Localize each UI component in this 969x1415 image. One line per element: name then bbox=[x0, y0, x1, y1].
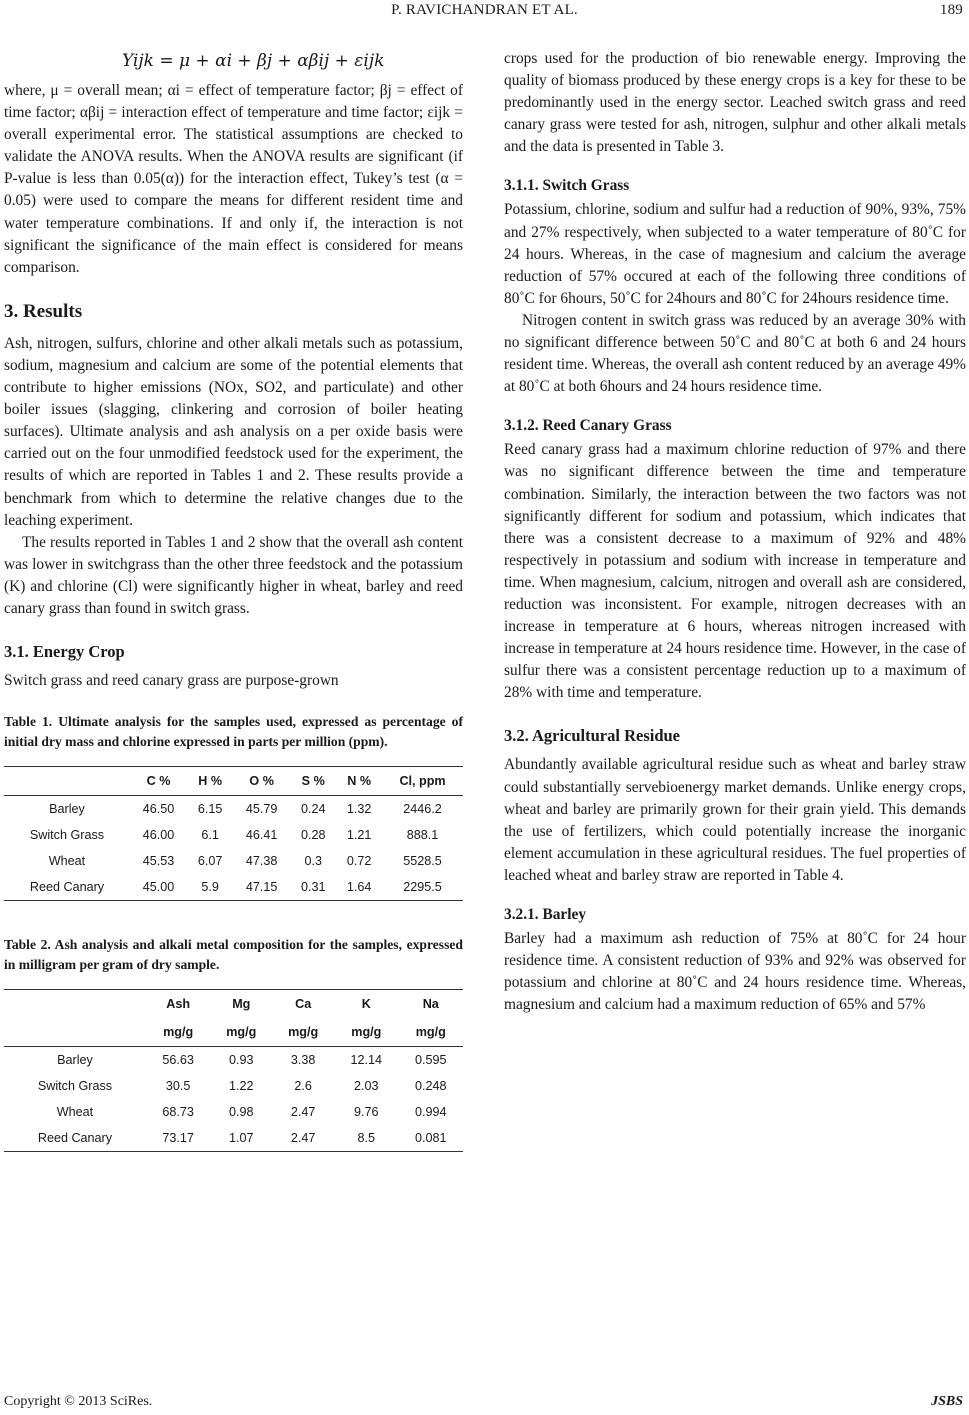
table-row bbox=[4, 1047, 463, 1074]
heading-agricultural-residue: 3.2. Agricultural Residue bbox=[504, 726, 680, 746]
model-equation: Yijk = μ + αi + βj + αβij + εijk bbox=[122, 51, 385, 71]
table-cell: Switch Grass bbox=[29, 828, 105, 843]
table-cell: 2.47 bbox=[272, 1125, 334, 1152]
table-cell: 0.98 bbox=[229, 1105, 254, 1120]
table-cell: 888.1 bbox=[406, 828, 439, 843]
paragraph-agricultural-residue: Abundantly available agricultural residue such as wheat and barley straw could substantially servebioenergy market demands. Unlike energy crops, wheat and barley are primarily grown for their grain yield. This demands the use of fertilizers, which could potentially increase the inorganic element accumulation in these agricultural residues. The fuel properties of leached wheat and barley straw are reported in Table 4. bbox=[504, 756, 966, 884]
table-cell: Wheat bbox=[56, 1105, 94, 1120]
page-footer bbox=[0, 1394, 969, 1412]
table1-header-cell: S % bbox=[290, 767, 336, 796]
table-cell: 2295.5 bbox=[382, 874, 463, 901]
running-title: P. RAVICHANDRAN ET AL. bbox=[391, 2, 578, 18]
table-cell: 0.93 bbox=[229, 1053, 254, 1068]
table2-header-cell: Ca bbox=[272, 990, 334, 1019]
table-cell: 0.994 bbox=[415, 1105, 447, 1120]
table-cell: Reed Canary bbox=[4, 874, 130, 901]
table-cell: 0.24 bbox=[300, 802, 326, 817]
heading-switch-grass: 3.1.1. Switch Grass bbox=[504, 177, 630, 195]
table1-header-cell: O % bbox=[233, 767, 290, 796]
table-row bbox=[4, 796, 463, 823]
table-cell: 8.5 bbox=[334, 1125, 398, 1152]
table-cell: 6.07 bbox=[197, 854, 223, 869]
table-cell: 9.76 bbox=[354, 1105, 379, 1120]
table-cell: 0.31 bbox=[290, 874, 336, 901]
table-row bbox=[4, 1099, 463, 1125]
table2-header-cell: Mg bbox=[210, 990, 272, 1019]
table-cell: 1.64 bbox=[336, 874, 382, 901]
table-cell: 2.6 bbox=[294, 1079, 312, 1094]
table-cell: 12.14 bbox=[350, 1053, 383, 1068]
paragraph-results-intro: Ash, nitrogen, sulfurs, chlorine and other alkali metals such as potassium, sodium, magnesium and calcium are some of the potential elements that contribute to higher emissions (NOx, SO2, and particulate) and other boiler issues (slagging, clinkering and corrosion of boiler heating surfaces). Ultimate analysis and ash analysis on a per oxide basis were carried out on the four unmodified feedstock used for the experiment, the results of which are reported in Tables 1 and 2. These results provide a benchmark from which to determine the relative changes due to the leaching experiment. bbox=[4, 334, 463, 529]
table-cell: 3.38 bbox=[290, 1053, 316, 1068]
table-cell: 46.41 bbox=[245, 828, 278, 843]
table-row bbox=[4, 1125, 463, 1152]
table1-header-cell bbox=[4, 767, 130, 796]
table-cell: 73.17 bbox=[146, 1125, 210, 1152]
table-cell: Wheat bbox=[48, 854, 86, 869]
paragraph-switch-grass-1: Potassium, chlorine, sodium and sulfur had a reduction of 90%, 93%, 75% and 27% respectively, when subjected to a water temperature of 80˚C for 24 hours. Whereas, in the case of magnesium and calcium the average reduction of 57% occured at each of the following three conditions of 80˚C for 6hours, 50˚C for 24hours and 80˚C for 24hours residence time. bbox=[504, 201, 966, 307]
table-cell: 46.00 bbox=[142, 828, 175, 843]
table1-header-cell: Cl, ppm bbox=[382, 767, 463, 796]
table2-header-cell: Na bbox=[399, 990, 463, 1019]
table2-caption: Table 2. Ash analysis and alkali metal composition for the samples, expressed in milligram per gram of dry sample. bbox=[4, 937, 463, 973]
table-cell: 0.248 bbox=[415, 1079, 447, 1094]
table-cell: 0.28 bbox=[300, 828, 326, 843]
table-cell: 0.081 bbox=[399, 1125, 463, 1152]
table-cell: Switch Grass bbox=[37, 1079, 113, 1094]
paragraph-barley: Barley had a maximum ash reduction of 75% at 80˚C for 24 hour residence time. A consistent reduction of 93% and 92% was observed for potassium and chlorine at 80˚C and 24 hours residence time. Whereas, magnesium and calcium had a maximum reduction of 65% and 57% bbox=[504, 930, 966, 1014]
table-row bbox=[4, 874, 463, 901]
table-cell: 1.07 bbox=[210, 1125, 272, 1152]
table-cell: 2.03 bbox=[354, 1079, 379, 1094]
table-cell: 56.63 bbox=[162, 1053, 194, 1068]
table1-header-row bbox=[4, 767, 463, 796]
table-cell: 1.32 bbox=[346, 802, 372, 817]
table-row bbox=[4, 1073, 463, 1099]
table-cell: 45.79 bbox=[245, 802, 278, 817]
right-column bbox=[504, 48, 966, 1016]
table-cell: 1.21 bbox=[346, 828, 372, 843]
left-column bbox=[4, 48, 463, 1152]
table-cell: 5.9 bbox=[187, 874, 233, 901]
table-cell: 46.50 bbox=[142, 802, 175, 817]
table-cell: Barley bbox=[57, 1053, 93, 1068]
table2-unit-cell: mg/g bbox=[334, 1018, 398, 1047]
page-number: 189 bbox=[939, 2, 963, 18]
table-cell: 6.1 bbox=[201, 828, 219, 843]
table2-units-row bbox=[4, 1018, 463, 1047]
table-cell: 30.5 bbox=[165, 1079, 191, 1094]
table2-unit-cell: mg/g bbox=[146, 1018, 210, 1047]
heading-results: 3. Results bbox=[4, 300, 83, 322]
table2-unit-cell: mg/g bbox=[210, 1018, 272, 1047]
table2-unit-cell: mg/g bbox=[272, 1018, 334, 1047]
paragraph-model-definition: where, μ = overall mean; αi = effect of temperature factor; βj = effect of time factor; αβij = interaction effect of temperature and time factor; εijk = overall experimental error. The statistical assumptions are checked to validate the ANOVA results. When the ANOVA results are significant (if P-value is less than 0.05(α)) for the interaction effect, Tukey’s test (α = 0.05) were used to compare the means for different resident time and water temperature combinations. If and only if, the interaction is not significant the significance of the main effect is considered for means comparison. bbox=[4, 82, 463, 276]
table1-header-cell: C % bbox=[130, 767, 187, 796]
table1-header-cell: H % bbox=[187, 767, 233, 796]
table-cell: 5528.5 bbox=[403, 854, 442, 869]
table-cell: 2.47 bbox=[290, 1105, 316, 1120]
journal-abbrev: JSBS bbox=[931, 1394, 963, 1409]
table-cell: 45.53 bbox=[142, 854, 175, 869]
table2-unit-cell bbox=[4, 1018, 146, 1047]
paragraph-results-tables: The results reported in Tables 1 and 2 show that the overall ash content was lower in switchgrass than the other three feedstock and the potassium (K) and chlorine (Cl) were significantly higher in wheat, barley and reed canary grass than found in switch grass. bbox=[4, 533, 463, 617]
table2-header-cell: K bbox=[334, 990, 398, 1019]
paragraph-switch-grass-2: Nitrogen content in switch grass was reduced by an average 30% with no significant difference between 50˚C and 80˚C at both 6 and 24 hours resident time. Whereas, the overall ash content reduced by an average 49% at 80˚C at both 6hours and 24 hours residence time. bbox=[504, 311, 966, 396]
table-cell: 45.00 bbox=[130, 874, 187, 901]
table2-unit-cell: mg/g bbox=[399, 1018, 463, 1047]
table1-header-cell: N % bbox=[336, 767, 382, 796]
table-cell: 47.38 bbox=[245, 854, 278, 869]
table-cell: 0.3 bbox=[304, 854, 322, 869]
table2-header-row bbox=[4, 990, 463, 1019]
paragraph-reed-canary: Reed canary grass had a maximum chlorine reduction of 97% and there was no significant difference between the time and temperature combination. Similarly, the interaction between the two factors was not significantly different for sodium and potassium, which indicates that there was a consistent decrease to a maximum of 92% and 48% respectively in potassium and sodium with increase in temperature and time. When magnesium, calcium, nitrogen and overall ash are considered, reduction was inconsistent. For example, nitrogen decreases with an increase in temperature at 6 hours, whereas nitrogen increased with increase in temperature at 24 hours residence time. However, in the case of sulfur there was a consistent percentage reduction up to a maximum of 28% with time and temperature. bbox=[504, 441, 966, 702]
heading-energy-crop: 3.1. Energy Crop bbox=[4, 642, 125, 662]
running-header bbox=[0, 2, 969, 22]
table-cell: 0.72 bbox=[346, 854, 372, 869]
table-cell: 68.73 bbox=[162, 1105, 194, 1120]
table-row bbox=[4, 848, 463, 874]
table-cell: 0.595 bbox=[415, 1053, 447, 1068]
table-ash-analysis bbox=[4, 989, 463, 1152]
table-ultimate-analysis bbox=[4, 766, 463, 901]
table1-caption: Table 1. Ultimate analysis for the samples used, expressed as percentage of initial dry mass and chlorine expressed in parts per million (ppm). bbox=[4, 714, 463, 750]
table-cell: 1.22 bbox=[229, 1079, 254, 1094]
table-cell: 6.15 bbox=[197, 802, 223, 817]
table2-header-cell bbox=[4, 990, 146, 1019]
table2-header-cell: Ash bbox=[146, 990, 210, 1019]
table-cell: 47.15 bbox=[233, 874, 290, 901]
heading-reed-canary: 3.1.2. Reed Canary Grass bbox=[504, 417, 672, 435]
table-cell: Barley bbox=[49, 802, 85, 817]
table-row bbox=[4, 822, 463, 848]
paragraph-energy-crops-cont: crops used for the production of bio renewable energy. Improving the quality of biomass produced by these energy crops is a key for these to be predominantly used in the energy sector. Leached switch grass and reed canary grass were tested for ash, nitrogen, sulphur and other alkali metals and the data is presented in Table 3. bbox=[504, 50, 966, 156]
heading-barley: 3.2.1. Barley bbox=[504, 906, 587, 923]
table-cell: 2446.2 bbox=[403, 802, 442, 817]
copyright-text: Copyright © 2013 SciRes. bbox=[4, 1394, 153, 1409]
paragraph-energy-crop: Switch grass and reed canary grass are purpose-grown bbox=[4, 672, 339, 690]
table-cell: Reed Canary bbox=[4, 1125, 146, 1152]
